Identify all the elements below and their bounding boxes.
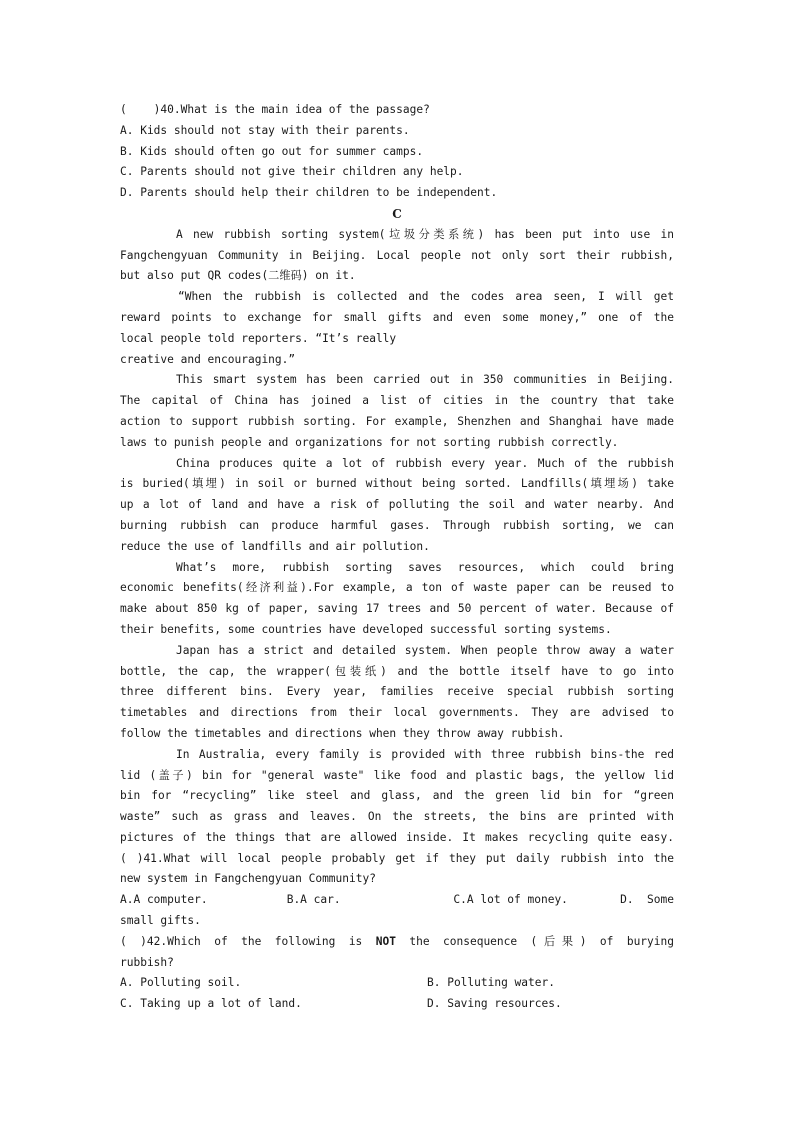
text-line: What’s more, rubbish sorting saves resources, which could bring xyxy=(176,560,674,574)
stem-part: ( )42.Which of the following is xyxy=(120,934,376,948)
text-line: In Australia, every family is provided with three rubbish bins-the red xyxy=(176,747,674,761)
paragraph-3 xyxy=(120,370,674,453)
option-a: A. Kids should not stay with their parents. xyxy=(120,123,410,137)
text-line: Fangchengyuan Community in Beijing. Local people not only sort their rubbish, xyxy=(120,248,674,262)
text-line: This smart system has been carried out in 350 communities in Beijing. xyxy=(176,373,674,387)
text-line: their benefits, some countries have developed successful sorting systems. xyxy=(120,622,612,636)
paragraph-1 xyxy=(120,225,674,287)
text-line: China produces quite a lot of rubbish every year. Much of the rubbish xyxy=(176,456,674,470)
text-line: bottle, the cap, the wrapper(包装纸) and the bottle itself have to go into xyxy=(120,664,674,678)
question-stem-cont: rubbish? xyxy=(120,955,174,969)
text-line: economic benefits(经济利益).For example, a ton of waste paper can be reused to xyxy=(120,581,674,595)
text-line: bin for “recycling” like steel and glass, and the green lid bin for “green xyxy=(120,789,674,803)
text-line: waste” such as grass and leaves. On the streets, the bins are printed with xyxy=(120,810,674,824)
option-d: D. Parents should help their children to be independent. xyxy=(120,186,498,200)
option-d: D. Saving resources. xyxy=(427,997,562,1011)
question-stem: ( )40.What is the main idea of the passage? xyxy=(120,103,430,116)
question-42 xyxy=(120,932,674,1015)
stem-emphasis: NOT xyxy=(375,934,396,948)
text-line: timetables and directions from their local governments. They are advised to xyxy=(120,706,674,720)
stem-part: the consequence (后果) of burying xyxy=(395,934,674,948)
option-a: A. Polluting soil. xyxy=(120,976,242,990)
text-line: reduce the use of landfills and air pollution. xyxy=(120,539,430,553)
options-row xyxy=(120,973,674,994)
text-line: pictures of the things that are allowed inside. It makes recycling quite easy. xyxy=(120,830,674,844)
option-b: B. Kids should often go out for summer camps. xyxy=(120,144,424,158)
option-b: B. Polluting water. xyxy=(427,976,555,990)
text-line: action to support rubbish sorting. For example, Shenzhen and Shanghai have made xyxy=(120,414,674,428)
question-41 xyxy=(120,849,674,932)
reading-passage xyxy=(120,225,674,849)
question-stem xyxy=(120,932,674,953)
text-line: Japan has a strict and detailed system. When people throw away a water xyxy=(176,643,674,657)
text-line: laws to punish people and organizations for not sorting rubbish correctly. xyxy=(120,435,619,449)
question-stem: ( )41.What will local people probably get if they put daily rubbish into the xyxy=(120,851,674,865)
paragraph-6 xyxy=(120,641,674,745)
text-line: “When the rubbish is collected and the codes area seen, I will get xyxy=(178,290,674,304)
paragraph-7 xyxy=(120,745,674,849)
text-line: is buried(填埋) in soil or burned without being sorted. Landfills(填埋场) take xyxy=(120,477,674,491)
text-line: but also put QR codes(二维码) on it. xyxy=(120,269,356,283)
option-c: C. Parents should not give their children any help. xyxy=(120,165,464,179)
option-a: A.A computer. xyxy=(120,893,208,907)
question-stem-cont: new system in Fangchengyuan Community? xyxy=(120,872,376,886)
question-40 xyxy=(120,100,674,204)
paragraph-4 xyxy=(120,454,674,558)
paragraph-5 xyxy=(120,558,674,641)
option-c: C.A lot of money. xyxy=(453,893,568,907)
worksheet-page xyxy=(120,100,674,1015)
options-row xyxy=(120,994,674,1015)
option-d-cont: small gifts. xyxy=(120,914,201,928)
option-c: C. Taking up a lot of land. xyxy=(120,997,302,1011)
text-line: A new rubbish sorting system(垃圾分类系统) has been put into use in xyxy=(176,227,674,241)
text-line: make about 850 kg of paper, saving 17 trees and 50 percent of water. Because of xyxy=(120,602,674,616)
option-b: B.A car. xyxy=(286,893,341,907)
text-line: three different bins. Every year, families receive special rubbish sorting xyxy=(120,685,674,699)
text-line: up a lot of land and have a risk of polluting the soil and water nearby. And xyxy=(120,498,674,512)
paragraph-2 xyxy=(120,287,674,370)
text-line: creative and encouraging.” xyxy=(120,352,296,366)
text-line: local people told reporters. “It’s really xyxy=(120,331,397,345)
text-line: The capital of China has joined a list of cities in the country that take xyxy=(120,394,674,408)
option-d: D. Some xyxy=(620,893,674,907)
text-line: follow the timetables and directions when they throw away rubbish. xyxy=(120,726,565,740)
text-line: reward points to exchange for small gifts and even some money,” one of the xyxy=(120,310,674,324)
section-label: C xyxy=(392,206,402,221)
text-line: burning rubbish can produce harmful gases. Through rubbish sorting, we can xyxy=(120,518,674,532)
text-line: lid (盖子) bin for "general waste" like food and plastic bags, the yellow lid xyxy=(120,768,674,782)
options-row xyxy=(120,890,674,911)
